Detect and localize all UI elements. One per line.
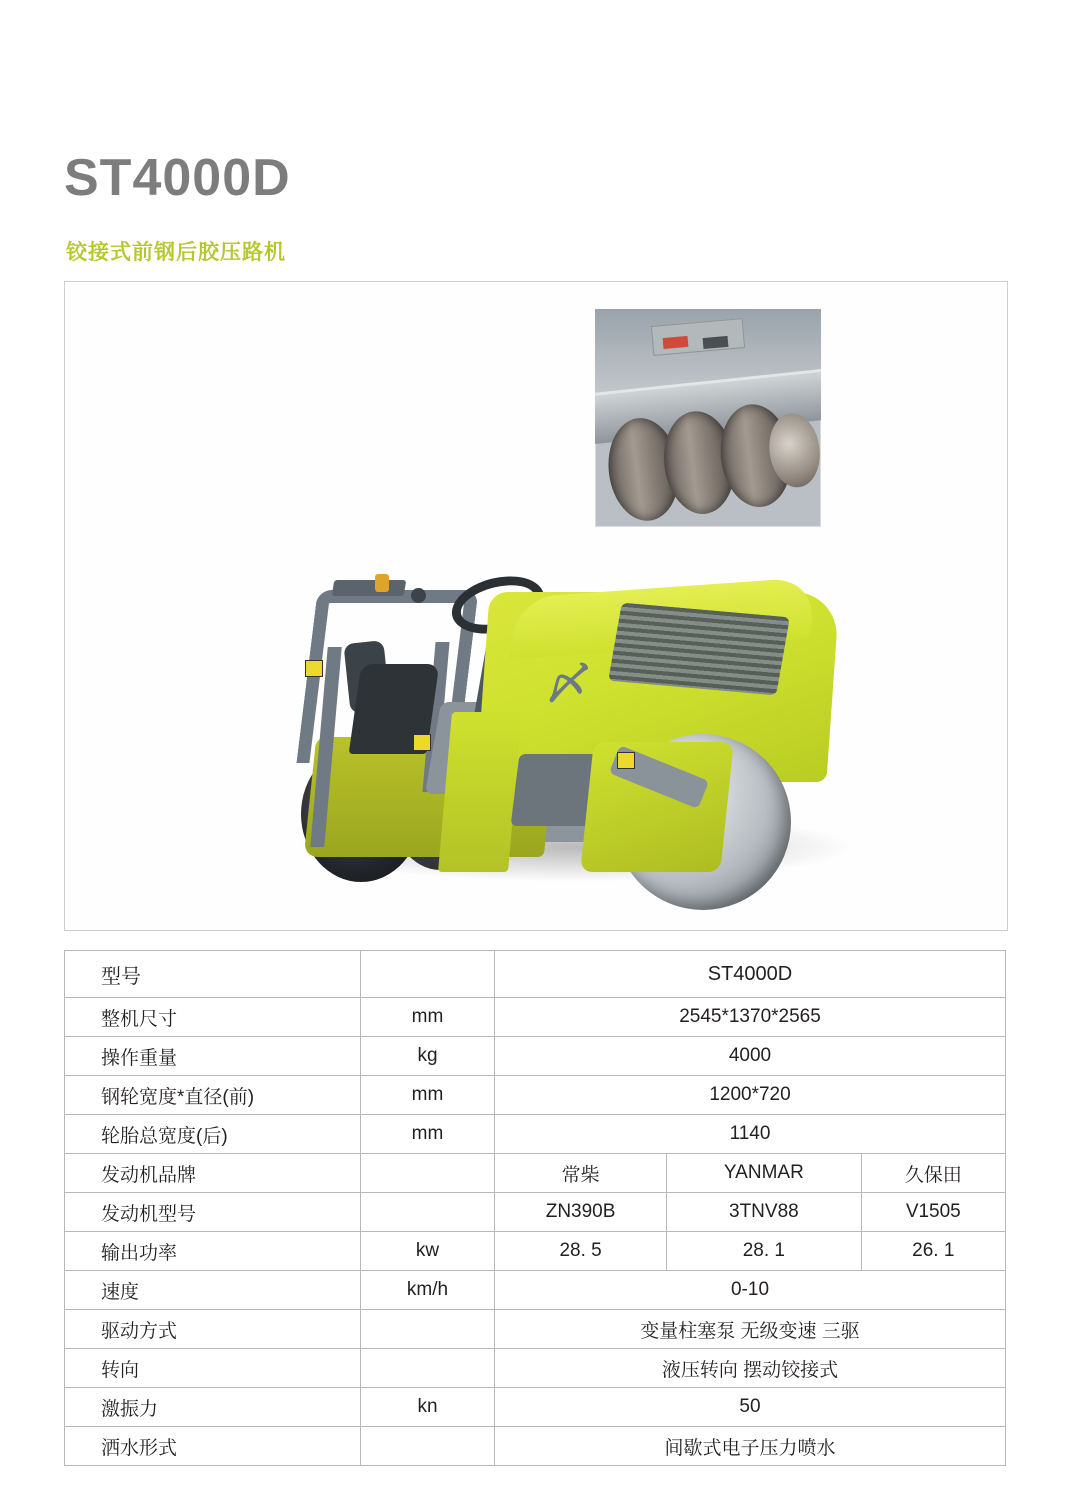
spec-label: 输出功率 [65, 1232, 361, 1271]
spec-label: 发动机型号 [65, 1193, 361, 1232]
spec-label: 转向 [65, 1349, 361, 1388]
spec-row [65, 951, 1006, 998]
spec-row [65, 1115, 1006, 1154]
spec-label: 激振力 [65, 1388, 361, 1427]
spec-unit [361, 1427, 495, 1466]
spec-value: ZN390B [495, 1193, 667, 1232]
spec-value: 2545*1370*2565 [495, 998, 1006, 1037]
spec-unit: mm [361, 1115, 495, 1154]
spec-row [65, 1193, 1006, 1232]
spec-unit: kw [361, 1232, 495, 1271]
spec-value: 常柴 [495, 1154, 667, 1193]
spec-label: 速度 [65, 1271, 361, 1310]
spec-row [65, 1154, 1006, 1193]
warning-decal-3 [305, 660, 323, 677]
specification-table-body [65, 951, 1006, 1466]
page-subtitle: 铰接式前钢后胶压路机 [66, 241, 286, 264]
spec-row [65, 1037, 1006, 1076]
spec-unit [361, 1154, 495, 1193]
side-panel [438, 712, 522, 872]
spec-value: 28. 5 [495, 1232, 667, 1271]
warning-decal-1 [413, 734, 431, 751]
spec-row [65, 1349, 1006, 1388]
spec-label: 轮胎总宽度(后) [65, 1115, 361, 1154]
spec-label: 型号 [65, 951, 361, 998]
spec-label: 钢轮宽度*直径(前) [65, 1076, 361, 1115]
spec-value: 28. 1 [667, 1232, 861, 1271]
spec-row [65, 1271, 1006, 1310]
spec-value: 4000 [495, 1037, 1006, 1076]
rear-tire-inset-photo [595, 309, 821, 527]
spec-value: YANMAR [667, 1154, 861, 1193]
spec-label: 驱动方式 [65, 1310, 361, 1349]
spec-value: 间歇式电子压力喷水 [495, 1427, 1006, 1466]
spec-value: 1140 [495, 1115, 1006, 1154]
spec-unit: km/h [361, 1271, 495, 1310]
spec-value: V1505 [861, 1193, 1005, 1232]
roller-illustration [215, 342, 935, 902]
spec-value: 液压转向 摆动铰接式 [495, 1349, 1006, 1388]
spec-label: 发动机品牌 [65, 1154, 361, 1193]
spec-row [65, 1232, 1006, 1271]
beacon-lamp [375, 574, 389, 592]
spec-label: 操作重量 [65, 1037, 361, 1076]
spec-unit [361, 1310, 495, 1349]
spec-value: ST4000D [495, 951, 1006, 998]
specification-table [64, 950, 1006, 1466]
spec-row [65, 1427, 1006, 1466]
spec-unit [361, 951, 495, 998]
spec-label: 洒水形式 [65, 1427, 361, 1466]
product-photo-panel [64, 281, 1008, 931]
spec-unit [361, 1349, 495, 1388]
spec-row [65, 1310, 1006, 1349]
spec-unit: mm [361, 1076, 495, 1115]
spec-row [65, 1076, 1006, 1115]
spec-row [65, 998, 1006, 1037]
page-title: ST4000D [64, 149, 291, 207]
spec-value: 0-10 [495, 1271, 1006, 1310]
light-bar [332, 580, 407, 596]
spec-unit: mm [361, 998, 495, 1037]
spec-value: 变量柱塞泵 无级变速 三驱 [495, 1310, 1006, 1349]
brand-logo: 〆 [543, 660, 593, 709]
spec-unit [361, 1193, 495, 1232]
spec-value: 久保田 [861, 1154, 1005, 1193]
radiator-grille [608, 603, 790, 696]
spec-value: 1200*720 [495, 1076, 1006, 1115]
spec-value: 3TNV88 [667, 1193, 861, 1232]
spec-value: 26. 1 [861, 1232, 1005, 1271]
spec-label: 整机尺寸 [65, 998, 361, 1037]
spec-unit: kn [361, 1388, 495, 1427]
warning-decal-2 [617, 752, 635, 769]
spec-unit: kg [361, 1037, 495, 1076]
spec-value: 50 [495, 1388, 1006, 1427]
spec-row [65, 1388, 1006, 1427]
mirror-knob [411, 588, 426, 603]
